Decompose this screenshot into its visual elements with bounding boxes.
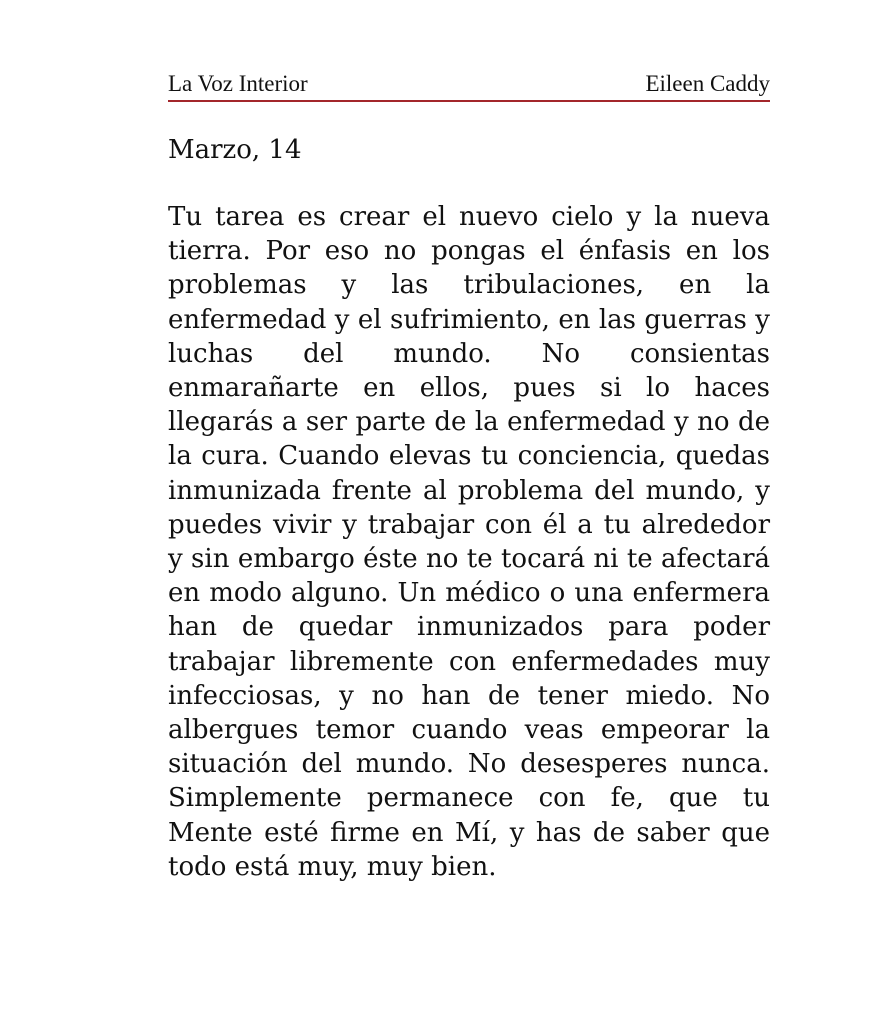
entry-date: Marzo, 14 (168, 135, 302, 165)
entry-body-text: Tu tarea es crear el nuevo cielo y la nueva tierra. Por eso no pongas el énfasis en los problemas y las tribulaciones, en la enfermedad y el sufrimiento, en las guerras y luchas del mundo. No consientas enmarañarte en ellos, pues si lo haces llegarás a ser parte de la enfermedad y no de la cura. Cuando elevas tu conciencia, quedas inmunizada frente al problema del mundo, y puedes vivir y trabajar con él a tu alrededor y sin embargo éste no te tocará ni te afectará en modo alguno. Un médico o una enfermera han de quedar inmunizados para poder trabajar libremente con enfermedades muy infecciosas, y no han de tener miedo. No albergues temor cuando veas empeorar la situación del mundo. No desesperes nunca. Simplemente permanece con fe, que tu Mente esté firme en Mí, y has de saber que todo está muy, muy bien. (168, 202, 770, 882)
document-page (168, 70, 770, 884)
running-header (168, 70, 770, 102)
book-title: La Voz Interior (168, 71, 308, 96)
author-name: Eileen Caddy (645, 71, 770, 96)
